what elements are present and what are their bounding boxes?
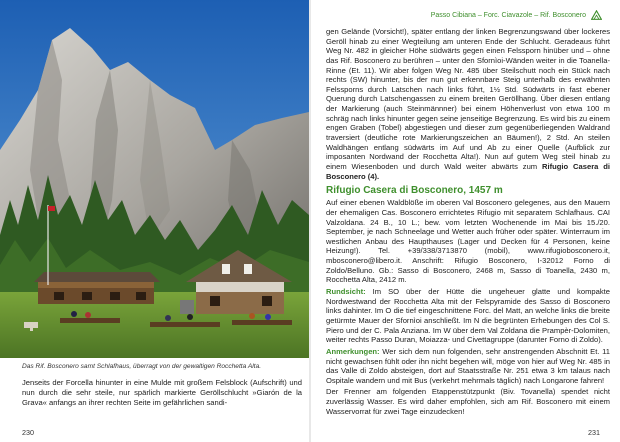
right-body-column xyxy=(326,27,610,418)
photo-caption: Das Rif. Bosconero samt Schlafhaus, überragt von der gewaltigen Rocchetta Alta. xyxy=(22,363,262,370)
left-page xyxy=(0,0,309,442)
anmerkungen-paragraph xyxy=(326,347,610,386)
left-body-text: Jenseits der Forcella hinunter in eine Mulde mit großem Felsblock (Aufschrift) und nun durch die sehr steile, nur spärlich markierte Geröllschlucht »Giarón de la Grava« anfangs an ihrer rechten Seite im gefährlichen sandi- xyxy=(22,378,302,408)
anmerkungen-label: Anmerkungen: xyxy=(326,346,380,356)
mountain-triangle-icon xyxy=(591,10,602,20)
hut-heading: Rifugio Casera di Bosconero, 1457 m xyxy=(326,185,503,197)
rundsicht-text: Im SO über der Hütte die ungeheuer glatte und kompakte Nordwestwand der Rocchetta Alta mit der Felspyramide des Sasso di Bosconero links dahinter. Im O die tief eingeschnittene Forc. del Matt, an welche links die breite getürmte Mauer der Sfornìoi anschließt. Im N die begrünten Erhebungen des Col S. Piero und der C. Pala Anziana. Im W über dem Val Zoldana die Prampèr-Dolomiten, weiter rechts Passo Duran, Moiazza- und Civettagruppe (darunter Forno di Zoldo). xyxy=(326,287,610,345)
closing-paragraph: Der Frenner am folgenden Etappenstützpunkt (Biv. Tovanella) spendet nicht zuverlässig Wasser. Es wird daher empfohlen, sich am Rif. Bosconero mit einem Wasservorrat für zwei Tage einzudecken! xyxy=(326,387,610,416)
page-number-right: 231 xyxy=(588,428,600,437)
rundsicht-paragraph xyxy=(326,287,610,345)
rundsicht-label: Rundsicht: xyxy=(326,287,366,297)
route-text: gen Gelände (Vorsicht!), später entlang der linken Begrenzungswand über lockeres Geröll hinab zu einer Wegteilung am unteren Ende der Schlucht. Geradeaus führt Weg Nr. 482 in gleicher Höhe südwärts gegen einen Felssporn hinüber und – ohne das Rif. Bosconero zu berühren – unter den Sfornìoi-Wänden weiter in die Toanella-Rinne (Et. 11). Wir aber folgen Weg Nr. 485 über Steilschutt noch ein Stück nach rechts (SW) hinunter, bis der nun gut erkennbare Steig unterhalb des erwähnten Felssporns durch Latschen nach links führt, 1½ Std. Südwärts in fast ebener Querung durch Latschengassen zu einem breiten Geröllhang. Über diesen entlang der Markierung (auch Steinmännner) bei einem Höhenverlust von etwa 100 m schräg nach links hinunter gegen seine jenseitige Begrenzung. Es wird bis zu einem engen Graben (Tobel) abgestiegen und dieser zum gegenüberliegenden Waldrand traversiert (deutliche rote Markierungszeichen an Bäumen!), 2 Std. An steilen Waldhängen entlang südwärts im Auf und Ab zu einer Quelle (Aufblick zur imposanten Nordwand der Rocchetta Alta!). Nun auf gutem Weg steil hinab zu einem Wiesenboden und durch Wald weiter abwärts zum xyxy=(326,27,610,171)
route-paragraph xyxy=(326,27,610,181)
hut-photo xyxy=(0,0,309,358)
anmerkungen-text: Wer sich dem nun folgenden, sehr anstrengenden Abschnitt Et. 11 nicht gewachsen fühlt oder ihn nicht begehen will, möge von hier auf Weg Nr. 485 in das Valle di Zoldo absteigen, dort auf Staatsstraße Nr. 251 etwa 3 km talaus nach Ospitale wandern und mit Bus (verkehrt mehrmals täglich) nach Longarone fahren! xyxy=(326,346,610,385)
running-head-text: Passo Cibiana – Forc. Ciavazole – Rif. Bosconero xyxy=(430,11,586,19)
hut-description: Auf einer ebenen Waldblöße im oberen Val Bosconero gelegenes, aus den Mauern der ehemaligen Cas. Bosconero errichtetes Rifugio mit separatem Schlafhaus. CAI Valzoldana. 24 B., 10 L.; bew. vom letzten Wochenende im Mai bis 15./20. September, je nach Schneelage und Wetter auch früher oder später. Winterraum im westlichen Anbau des Haupthauses (Lager und Decken für 4 Personen, keine Heizung!). Tel. +39/338/3713870 (mobil), www.rifugiobosconero.it, mbosconero@libero.it. Anschrift: Rifugio Bosconero, I-32012 Forno di Zoldo/Belluno. Gb.: Sasso di Bosconero, 2468 m, Sasso di Toanella, 2430 m, Rocchetta Alta, 2412 m. xyxy=(326,198,610,285)
page-number-left: 230 xyxy=(22,428,34,437)
running-head xyxy=(431,10,602,20)
route-destination: Rifugio Casera di Bosconero (4). xyxy=(326,161,610,181)
right-page xyxy=(311,0,620,442)
